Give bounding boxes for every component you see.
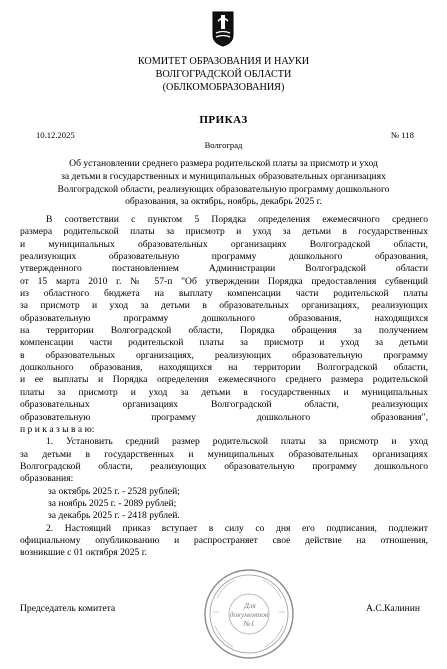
subject-line: Об установлении среднего размера родительской платы за присмотр и уход xyxy=(69,158,378,169)
order-city: Волгоград xyxy=(204,140,243,150)
org-name-line-2: ВОЛГОГРАДСКОЙ ОБЛАСТИ xyxy=(155,69,292,80)
preamble-line: компенсации части родительской платы за присмотр и уход за детьми xyxy=(20,337,428,349)
item-1-line: 1. Установить средний размер родительской платы за присмотр и уход xyxy=(46,436,428,448)
item-2-line: 2. Настоящий приказ вступает в силу со дня его подписания, подлежит xyxy=(46,522,428,534)
item-1-line: за детьми в государственных и муниципальных образовательных организациях xyxy=(20,448,428,460)
preamble-line: в образовательных организациях, реализующих образовательную программу xyxy=(20,349,428,361)
preamble-line: реализующих образовательную программу дошкольного образования, xyxy=(20,251,428,263)
stamp-text-3: №1 xyxy=(243,619,255,628)
subject-line: Волгоградской области, реализующих образовательную программу дошкольного xyxy=(57,183,390,195)
preamble-line: и ее выплаты и Порядка определения ежемесячного среднего размера родительской xyxy=(20,374,428,386)
org-name-line-3: (ОБЛКОМОБРАЗОВАНИЯ) xyxy=(162,82,285,93)
preamble-line: размера родительской платы за присмотр и уход за детьми в государственных xyxy=(20,226,428,238)
org-name-line-1: КОМИТЕТ ОБРАЗОВАНИЯ И НАУКИ xyxy=(137,56,310,67)
preamble-line: образовательных организациях Волгоградской области, реализующих xyxy=(20,399,428,411)
item-2-line: официальному опубликованию и распространяет свое действие на отношения, xyxy=(20,534,428,546)
item-1-line: образования: xyxy=(20,473,74,485)
official-stamp xyxy=(203,568,295,660)
subject-line: за детьми в государственных и муниципальных образовательных организациях xyxy=(61,170,386,182)
preamble-line: и муниципальных образовательных организациях Волгоградской области, xyxy=(20,238,428,250)
preamble xyxy=(20,214,428,560)
coat-of-arms-icon xyxy=(212,11,234,47)
signatory-position: Председатель комитета xyxy=(20,603,116,614)
preamble-line: утвержденного постановлением Администрации Волгоградской области xyxy=(20,263,428,275)
preamble-line: образовательную программу дошкольного образования", xyxy=(20,411,428,423)
subject-block xyxy=(0,158,447,209)
preamble-line: из областного бюджета на выплату компенсации части родительской платы xyxy=(20,288,428,300)
preamble-line: на территории Волгоградской области, Порядка обращения за получением xyxy=(20,325,428,337)
price-november: за ноябрь 2025 г. - 2089 рублей; xyxy=(48,497,177,509)
order-date: 10.12.2025 xyxy=(36,130,75,140)
price-october: за октябрь 2025 г. - 2528 рублей; xyxy=(48,485,180,497)
item-1-line: Волгоградской области, реализующих образовательную программу дошкольного xyxy=(20,460,428,472)
stamp-text-2: документов xyxy=(229,610,269,619)
preamble-line: за присмотр и уход за детьми в образовательных организациях, реализующих xyxy=(20,300,428,312)
item-2-line: возникшие с 01 октября 2025 г. xyxy=(20,547,147,559)
stamp-text-1: Для xyxy=(244,601,256,610)
preamble-line: платы за присмотр и уход за детьми в государственных и муниципальных xyxy=(20,386,428,398)
preamble-line: В соответствии с пунктом 5 Порядка определения ежемесячного среднего xyxy=(46,214,428,225)
signatory-name: А.С.Калинин xyxy=(366,603,421,614)
doc-type-title: ПРИКАЗ xyxy=(199,114,248,126)
price-december: за декабрь 2025 г. - 2418 рублей. xyxy=(48,510,180,522)
preamble-line: от 15 марта 2010 г. № 57-п "Об утверждении Порядка предоставления субвенций xyxy=(20,275,428,287)
preamble-line: дошкольного образования, находящихся на территории Волгоградской области, xyxy=(20,362,428,374)
subject-line: образования, за октябрь, ноябрь, декабрь 2025 г. xyxy=(125,196,322,208)
order-word: п р и к а з ы в а ю: xyxy=(20,423,95,435)
order-number: № 118 xyxy=(391,130,414,140)
preamble-line: образовательную программу дошкольного образования, находящихся xyxy=(20,312,428,324)
